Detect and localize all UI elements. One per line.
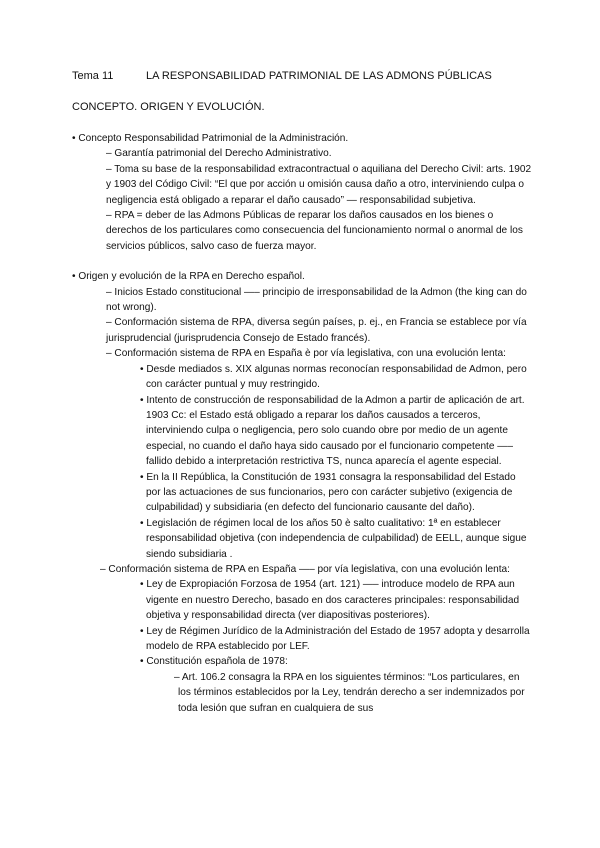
sub-bullet: • Legislación de régimen local de los años 50 è salto cualitativo: 1ª en establecer responsabilidad objetiva (con independencia de culpabilidad) de EELL, aunque sigue siendo subsidiaria .	[140, 517, 527, 560]
dash-item: – RPA = deber de las Admons Públicas de reparar los daños causados en los bienes o derechos de los particulares como consecuencia del funcionamiento normal o anormal de los servicios públicos, salvo caso de fuerza mayor.	[106, 210, 523, 252]
topic-title: LA RESPONSABILIDAD PATRIMONIAL DE LAS ADMONS PÚBLICAS	[146, 70, 492, 82]
dash-item: – Garantía patrimonial del Derecho Administrativo.	[106, 148, 332, 160]
bullet-concepto: • Concepto Responsabilidad Patrimonial de la Administración.	[72, 133, 349, 144]
sub-dash-item: – Art. 106.2 consagra la RPA en los siguientes términos: “Los particulares, en los términos establecidos por la Ley, tendrán derecho a ser indemnizados por toda lesión que sufran en cualquiera de sus	[174, 671, 525, 714]
sub-bullet: • Constitución española de 1978:	[140, 656, 288, 668]
section-subtitle: CONCEPTO. ORIGEN Y EVOLUCIÓN.	[72, 101, 265, 113]
sub-bullet: • En la II República, la Constitución de 1931 consagra la responsabilidad del Estado por las actuaciones de sus funcionarios, pero con carácter subjetivo (exigencia de culpabilidad) y subsidiaria (en defecto del funcionario causante del daño).	[140, 471, 516, 514]
dash-item: – Conformación sistema de RPA, diversa según países, p. ej., en Francia se establece por vía jurisprudencial (jurisprudencia Consejo de Estado francés).	[106, 317, 527, 344]
dash-item: – Conformación sistema de RPA en España —– por vía legislativa, con una evolución lenta:	[100, 563, 510, 575]
spacer	[72, 254, 532, 269]
document-body	[72, 131, 532, 716]
bullet-origen: • Origen y evolución de la RPA en Derecho español.	[72, 271, 305, 283]
document-header	[72, 70, 492, 82]
sub-bullet: • Intento de construcción de responsabilidad de la Admon a partir de aplicación de art. 1903 Cc: el Estado está obligado a reparar los daños causados a terceros, interviniendo culpa o negligencia, pero solo cuando obre por medio de un agente especial, no cuando el daño haya sido causado por el funcionario competente —– fallido debido a interpretación restrictiva TS, nunca aparecía el agente especial.	[140, 394, 525, 468]
dash-item: – Toma su base de la responsabilidad extracontractual o aquiliana del Derecho Civil: arts. 1902 y 1903 del Código Civil: “El que por acción u omisión causa daño a otro, interviniendo culpa o negligencia está obligado a reparar el daño causado” — responsabilidad subjetiva.	[106, 163, 532, 206]
sub-bullet: • Desde mediados s. XIX algunas normas reconocían responsabilidad de Admon, pero con carácter puntual y muy restringido.	[140, 363, 527, 391]
dash-item: – Inicios Estado constitucional —– principio de irresponsabilidad de la Admon (the king can do not wrong).	[106, 286, 527, 314]
sub-bullet: • Ley de Régimen Jurídico de la Administración del Estado de 1957 adopta y desarrolla modelo de RPA establecido por LEF.	[140, 625, 530, 652]
dash-item: – Conformación sistema de RPA en España è por vía legislativa, con una evolución lenta:	[106, 348, 506, 360]
topic-number: Tema 11	[72, 70, 114, 82]
sub-bullet: • Ley de Expropiación Forzosa de 1954 (art. 121) —– introduce modelo de RPA aun vigente en nuestro Derecho, basado en dos caracteres principales: responsabilidad objetiva y responsabilidad directa (ver diapositivas posteriores).	[140, 579, 520, 622]
